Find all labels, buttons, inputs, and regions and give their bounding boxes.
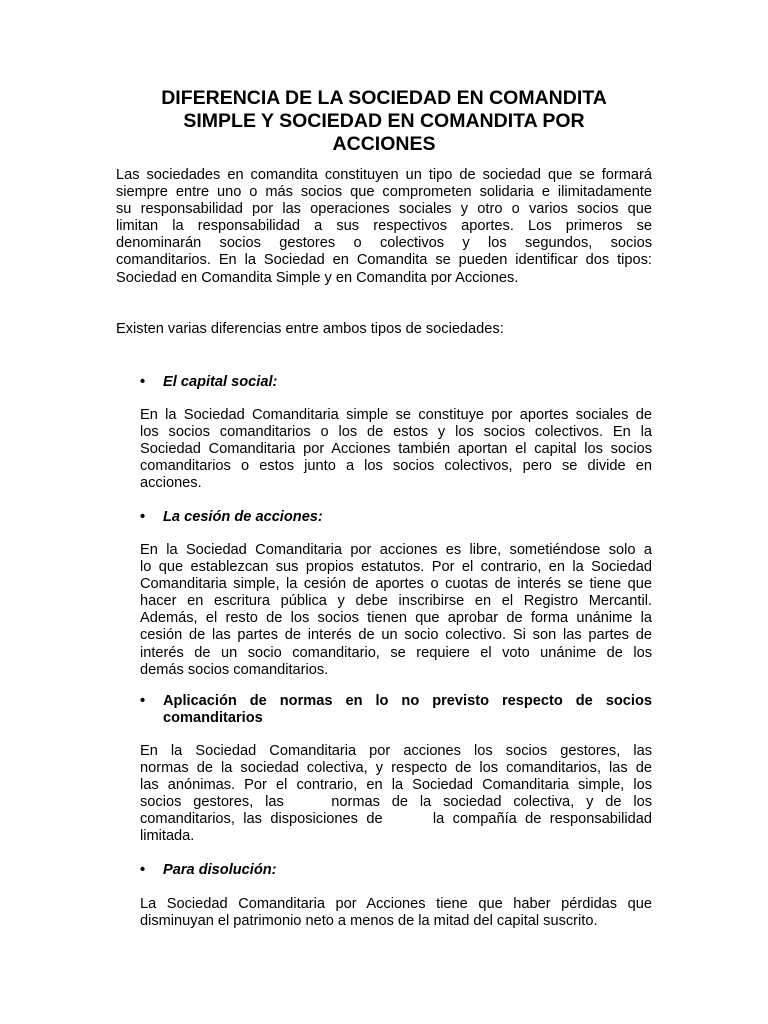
bullet-icon: • [140,862,146,878]
section-heading-text: La cesión de acciones: [163,509,323,525]
body-line: normas de la sociedad colectiva, y respecto de los comanditarios, las de [140,760,652,777]
intro-line: denominarán socios gestores o colectivos y los segundos, socios [116,235,652,252]
heading-line: Aplicación de normas en lo no previsto respecto de socios [163,693,652,709]
body-line: las anónimas. Por el contrario, en la Sociedad Comanditaria simple, los [140,777,652,794]
body-line: En la Sociedad Comanditaria por acciones es libre, sometiéndose solo a [140,542,652,558]
section-heading-text: El capital social: [163,374,278,390]
document-title [120,87,648,156]
body-line: Sociedad Comanditaria por Acciones también aportan el capital los socios [140,441,652,458]
bullet-icon: • [140,509,146,525]
body-line: acciones. [140,475,202,492]
bullet-icon: • [140,693,146,709]
intro-line: comanditarios. En la Sociedad en Comandita se pueden identificar dos tipos: [116,252,652,269]
section-body-aplicacion-normas [140,743,652,846]
intro-line: Las sociedades en comandita constituyen un tipo de sociedad que se formará [116,167,652,183]
title-line: ACCIONES [332,133,436,155]
section-heading-cesion-acciones [140,509,652,526]
body-line: interés de un socio comanditario, se requiere el voto unánime de los [140,644,652,661]
body-line: disminuyan el patrimonio neto a menos de la mitad del capital suscrito. [140,913,598,930]
body-line: Además, el resto de los socios tienen que aprobar de forma unánime la [140,610,652,627]
section-heading-aplicacion-normas [140,693,652,727]
body-line: En la Sociedad Comanditaria por acciones los socios gestores, las [140,743,652,759]
body-line: cesión de las partes de interés de un socio colectivo. Si son las partes de [140,627,652,644]
body-line: demás socios comanditarios. [140,661,329,678]
intro-paragraph [116,167,652,287]
body-line: comanditarios, las disposiciones de la compañía de responsabilidad [140,811,652,828]
body-line: limitada. [140,828,195,845]
section-heading-text [163,693,652,727]
intro-line: su responsabilidad por las operaciones sociales y otro o varios socios que [116,201,652,218]
body-line: lo que establezcan sus propios estatutos. Por el contrario, en la Sociedad [140,559,652,576]
body-line: La Sociedad Comanditaria por Acciones tiene que haber pérdidas que [140,896,652,912]
intro-line: limitan la responsabilidad a sus respectivos aportes. Los primeros se [116,218,652,235]
body-line: socios gestores, las normas de la sociedad colectiva, y de los [140,794,652,811]
section-body-capital-social [140,407,652,492]
intro-line: siempre entre uno o más socios que comprometen solidaria e ilimitadamente [116,184,652,201]
bullet-icon: • [140,374,146,390]
body-line: Comanditaria simple, la cesión de aportes o cuotas de interés se tiene que [140,576,652,593]
section-heading-disolucion [140,862,652,879]
section-body-disolucion [140,896,652,930]
body-line: los socios comanditarios o los de estos y los socios colectivos. En la [140,424,652,441]
section-heading-text: Para disolución: [163,862,277,878]
intro-line: Sociedad en Comandita Simple y en Comandita por Acciones. [116,269,519,286]
title-line: SIMPLE Y SOCIEDAD EN COMANDITA POR [183,110,585,132]
section-body-cesion-acciones [140,542,652,679]
differences-intro: Existen varias diferencias entre ambos tipos de sociedades: [116,321,504,337]
heading-line: comanditarios [163,710,263,727]
body-line: hacer en escritura pública y debe inscribirse en el Registro Mercantil. [140,593,652,610]
title-line: DIFERENCIA DE LA SOCIEDAD EN COMANDITA [161,87,607,109]
body-line: En la Sociedad Comanditaria simple se constituye por aportes sociales de [140,407,652,423]
body-line: comanditarios o estos junto a los socios colectivos, pero se divide en [140,458,652,475]
section-heading-capital-social [140,374,652,391]
